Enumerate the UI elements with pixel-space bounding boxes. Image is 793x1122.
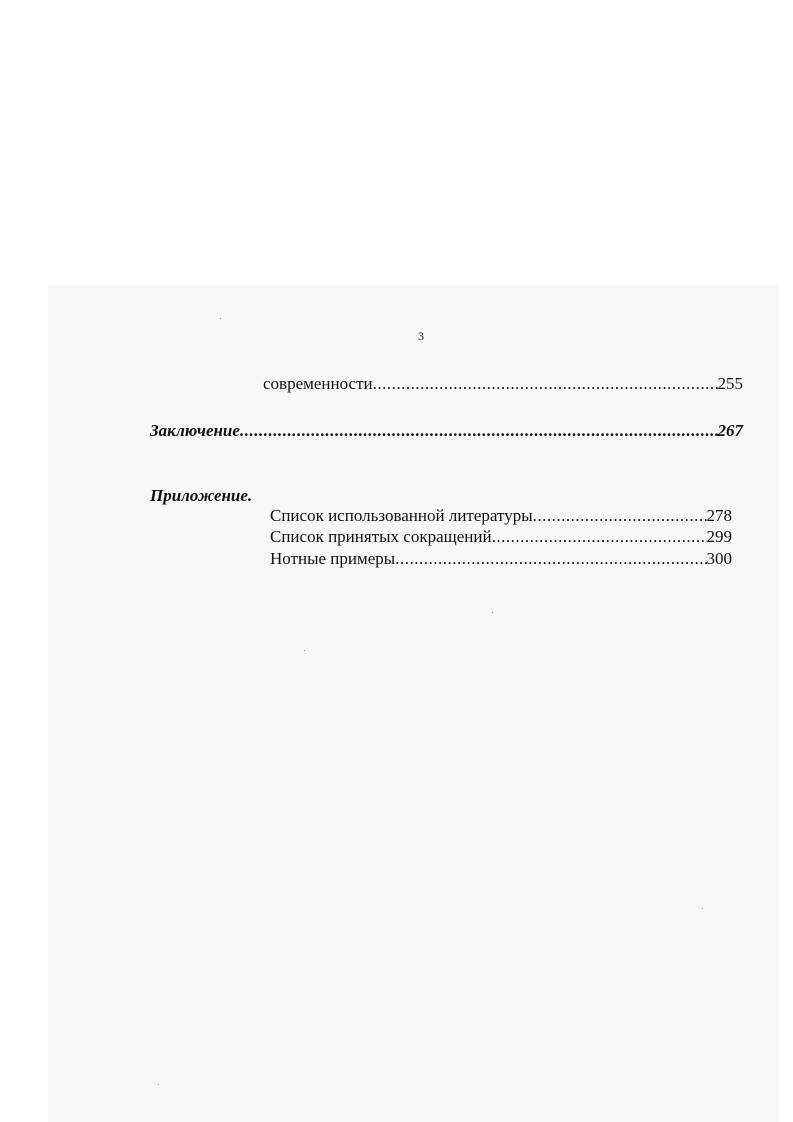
scan-speck [492,612,493,613]
scan-speck [220,318,221,319]
toc-entry-page: 300 [706,549,732,568]
page-scan-area [48,285,778,1122]
toc-entry-references [270,507,732,524]
toc-entry-page: 267 [717,421,743,440]
dot-leader [373,375,718,392]
toc-entry-title: Список принятых сокращений [270,527,492,546]
dot-leader [533,507,707,524]
scan-speck [702,908,703,909]
scan-speck [158,1084,159,1085]
toc-entry-page: 278 [706,506,732,525]
toc-entry-title: Заключение [150,421,240,440]
dot-leader [492,528,707,545]
toc-entry-continued [263,375,743,392]
scan-speck [304,650,305,651]
toc-entry-title: современности [263,374,373,393]
dot-leader [240,422,718,439]
dot-leader [395,550,706,567]
page-number: 3 [418,329,424,343]
toc-entry-abbreviations [270,528,732,545]
toc-entry-page: 299 [706,527,732,546]
toc-entry-page: 255 [717,374,743,393]
toc-entry-music-examples [270,550,732,567]
toc-entry-conclusion [150,422,743,439]
appendix-heading: Приложение. [150,486,253,505]
toc-entry-title: Нотные примеры [270,549,396,568]
toc-entry-title: Список использованной литературы [270,506,533,525]
